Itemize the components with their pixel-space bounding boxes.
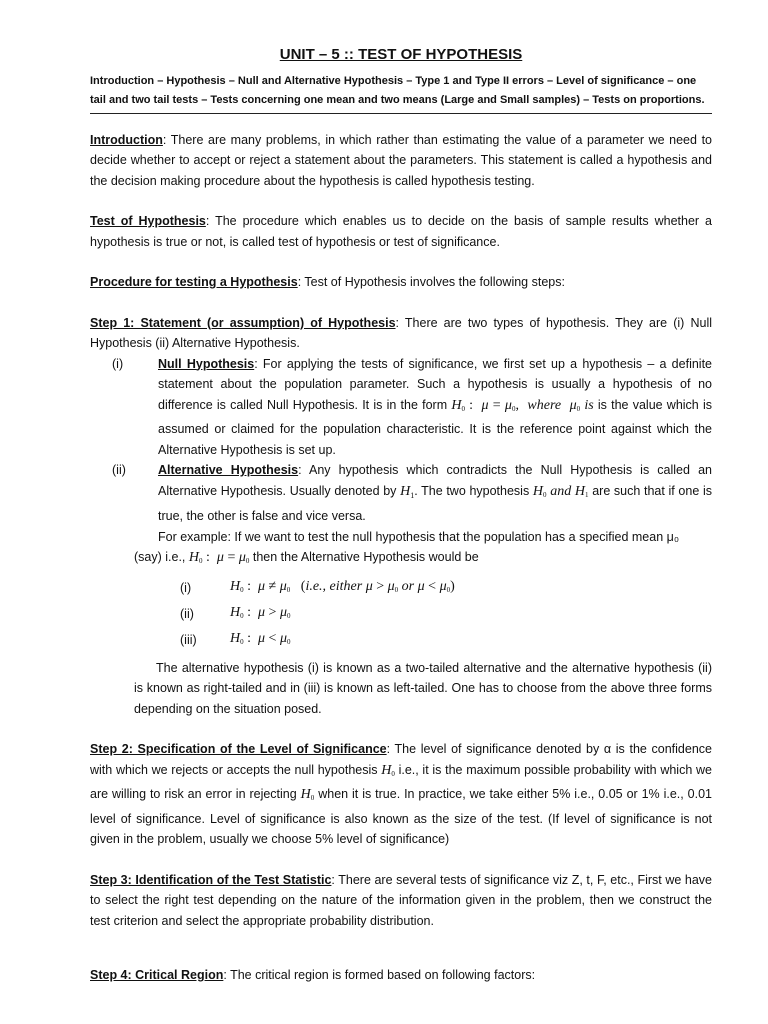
null-hypothesis-item (90, 354, 712, 461)
intro-heading: Introduction (90, 132, 163, 147)
step2-paragraph (90, 739, 712, 850)
null-mean-formula: H0 : μ = μ0 (188, 550, 250, 565)
either-words: i.e., either (305, 578, 363, 594)
alt-form-number: (ii) (180, 607, 194, 622)
alt-example-b: (say) i.e., (134, 550, 186, 564)
procedure-text: : Test of Hypothesis involves the following steps: (297, 275, 565, 289)
and-word: and (550, 483, 572, 499)
null-text-a: : For applying the tests of significance, we first set up a hypothesis – a definite statement about the population parameter. Such a hypothesis is usually a hypothesis of no difference is called Null Hypothesis. It is in the form (158, 356, 712, 412)
left-tailed-formula: H0 : μ < μ0 (230, 630, 291, 646)
procedure-heading: Procedure for testing a Hypothesis (90, 275, 298, 289)
test-paragraph (90, 211, 712, 252)
alternative-forms-list (90, 576, 712, 654)
null-item-number: (i) (112, 356, 124, 371)
page-title: UNIT – 5 :: TEST OF HYPOTHESIS (279, 46, 523, 63)
alt-example-a: For example: If we want to test the null hypothesis that the population has a specified mean μ₀ (158, 529, 680, 544)
alt-form-row (180, 628, 712, 654)
step2-text-b: i.e., it is the maximum possible probability with which we are willing to risk an error in rejecting (90, 762, 712, 801)
step4-text: : The critical region is formed based on following factors: (223, 968, 536, 982)
step3-text: : There are several tests of significance viz Z, t, F, etc., First we have to select the right test depending on the nature of the information given in the problem, then we construct the test criterion and select the appropriate probability distribution. (90, 872, 713, 928)
alt-heading: Alternative Hypothesis (158, 463, 299, 477)
alt-form-number: (iii) (180, 633, 197, 648)
step3-paragraph (90, 870, 712, 932)
test-text: : The procedure which enables us to decide on the basis of sample results whether a hypothesis is true or not, is called test of hypothesis or test of significance. (90, 214, 712, 249)
alt-form-row (180, 576, 712, 602)
h0-symbol: H0 (381, 762, 395, 778)
intro-text: : There are many problems, in which rather than estimating the value of a parameter we need to decide whether to accept or reject a statement about the parameters. This statement is called a hypothesis and the decision making procedure about the hypothesis is called hypothesis testing. (90, 132, 712, 188)
h1-symbol: $H_1$ (400, 483, 415, 500)
intro-paragraph (90, 130, 712, 192)
where-word: where (527, 397, 562, 413)
alt-form-number: (i) (180, 581, 192, 596)
alt-item-number: (ii) (112, 463, 126, 477)
alt-text-b: . The two hypothesis (414, 483, 530, 498)
step4-heading: Step 4: Critical Region (90, 968, 224, 982)
null-heading: Null Hypothesis (158, 356, 255, 371)
two-tailed-formula: H0 : μ ≠ μ0 (i.e., either μ > μ0 or μ < μ0) (230, 578, 455, 594)
step2-text-c: when it is true. In practice, we take either 5% i.e., 0.05 or 1% i.e., 0.01 level of significance. Level of significance is also known as the size of the test. (If level of significance is not given in the problem, usually we choose 5% level of significance) (90, 787, 712, 846)
step2-heading: Step 2: Specification of the Level of Significance (90, 742, 387, 756)
step4-paragraph (90, 965, 712, 986)
test-heading: Test of Hypothesis (90, 214, 206, 228)
right-tailed-formula: H0 : μ > μ0 (230, 604, 291, 620)
null-form-formula: H0 : μ = μ0, where μ0 is (451, 397, 594, 413)
step1-paragraph (90, 313, 712, 354)
h0-h1-formula: H0 and H1 (532, 483, 589, 499)
alt-example-c: then the Alternative Hypothesis would be (252, 550, 479, 564)
step1-section (90, 313, 712, 720)
alt-hypothesis-item (90, 460, 712, 547)
alt-note: The alternative hypothesis (i) is known as a two-tailed alternative and the alternative hypothesis (ii) is known as right-tailed and in (iii) is known as left-tailed. One has to choose from the above three forms depending on the situation posed. (134, 660, 712, 716)
alt-form-row (180, 602, 712, 628)
syllabus-summary: Introduction – Hypothesis – Null and Alternative Hypothesis – Type 1 and Type II errors – Level of significance – one tail and two tail tests – Tests concerning one mean and two means (Large and Small samples) – Tests on proportions. (90, 72, 712, 114)
alt-example-line (90, 547, 712, 572)
alt-text-c: are such that if one is true, the other is false and vice versa. (158, 483, 712, 523)
step1-heading: Step 1: Statement (or assumption) of Hypothesis (90, 315, 396, 330)
step2-text-a: : The level of significance denoted by α is the confidence with which we rejects or accepts the null hypothesis (90, 742, 712, 777)
or-word: or (401, 578, 415, 594)
alt-text-a: : Any hypothesis which contradicts the Null Hypothesis is called an Alternative Hypothesis. Usually denoted by (158, 463, 712, 498)
null-text-b: is the value which is assumed or claimed for the population characteristic. It is the reference point against which the Alternative Hypothesis is set up. (158, 397, 712, 457)
step3-heading: Step 3: Identification of the Test Statistic (90, 872, 332, 887)
step1-text: : There are two types of hypothesis. They are (i) Null Hypothesis (ii) Alternative Hypothesis. (90, 315, 712, 350)
h0-symbol: H0 (300, 787, 315, 802)
procedure-paragraph (90, 272, 712, 293)
